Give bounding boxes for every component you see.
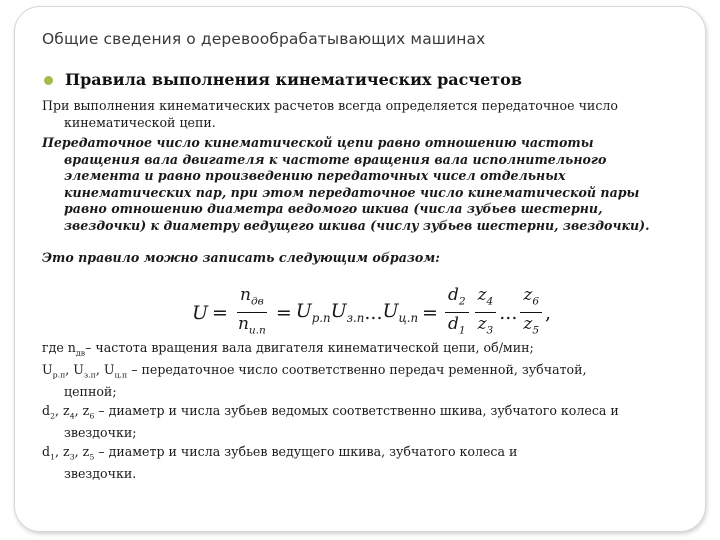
definition-driving bbox=[42, 444, 682, 483]
gear-ratio-formula bbox=[192, 284, 551, 342]
paragraph-definition bbox=[42, 135, 682, 235]
slide-title: Общие сведения о деревообрабатывающих машинах bbox=[42, 30, 486, 48]
bullet-dot-icon bbox=[44, 76, 53, 85]
formula-dots-2: ... bbox=[499, 301, 518, 324]
formula-equals-3: = bbox=[422, 301, 438, 324]
formula-equals-1: = bbox=[212, 301, 228, 324]
definition-U-line-2: цепной; bbox=[64, 384, 117, 400]
definition-driven bbox=[42, 403, 682, 442]
formula-U-cp: $U_{ц.п}$ bbox=[382, 300, 419, 326]
paragraph-definition-line-3: элемента и равно произведению передаточных чисел отдельных bbox=[64, 168, 566, 184]
formula-n-num: n bbox=[239, 285, 251, 305]
formula-comma: , bbox=[545, 301, 552, 324]
formula-U: U bbox=[192, 301, 209, 324]
definition-driving-line-1: $d_1$, $z_3$, $z_5$ – диаметр и числа зубьев ведущего шкива, зубчатого колеса и bbox=[42, 444, 518, 462]
paragraph-definition-line-4: кинематических пар, при этом передаточное число кинематической пары bbox=[64, 184, 640, 200]
paragraph-intro bbox=[42, 98, 682, 131]
formula-equals-2: = bbox=[275, 301, 292, 324]
definition-n-line: где $n_{дв}-$ частота вращения вала двигателя кинематической цепи, об/мин; bbox=[42, 340, 534, 358]
formula-frac-n bbox=[235, 284, 269, 342]
definition-n bbox=[42, 340, 682, 362]
formula-U-rp: $U_{р.п}$ bbox=[295, 300, 331, 326]
definition-U bbox=[42, 362, 682, 401]
formula-frac-z56: $\frac{z_6}{z_5}$ bbox=[520, 284, 542, 342]
paragraph-definition-line-6: звездочки) к диаметру ведущего шкива (числу зубьев шестерни, звездочки). bbox=[64, 217, 650, 233]
formula-n-den: n bbox=[237, 314, 249, 335]
section-heading: Правила выполнения кинематических расчетов bbox=[65, 70, 522, 89]
paragraph-definition-line-2: вращения вала двигателя к частоте вращения вала исполнительного bbox=[64, 151, 607, 167]
formula-n-ip-sub: и.п bbox=[248, 324, 266, 337]
definition-driven-line-1: $d_2$, $z_4$, $z_6$ – диаметр и числа зубьев ведомых соответственно шкива, зубчатого колеса и bbox=[42, 403, 619, 421]
paragraph-definition-line-1: Передаточное число кинематической цепи равно отношению частоты bbox=[42, 135, 594, 150]
formula-frac-z34: $\frac{z_4}{z_3}$ bbox=[475, 284, 497, 342]
definition-U-line-1: $U_{р.п}$, $U_{з.п}$, $U_{ц.п}$ – передаточное число соответственно передач ременной, зубчатой, bbox=[42, 362, 587, 380]
formula-frac-d: $\frac{d_2}{d_1}$ bbox=[445, 284, 469, 342]
definition-driven-line-2: звездочки; bbox=[64, 425, 137, 441]
paragraph-intro-line-1: При выполнения кинематических расчетов всегда определяется передаточное число bbox=[42, 98, 618, 113]
formula-U-zp: $U_{з.п}$ bbox=[330, 300, 365, 326]
paragraph-definition-line-5: равно отношению диаметра ведомого шкива (числа зубьев шестерни, bbox=[64, 201, 603, 217]
definition-driving-line-2: звездочки. bbox=[64, 466, 137, 482]
bullet-heading-row bbox=[44, 70, 522, 89]
paragraph-intro-line-2: кинематической цепи. bbox=[64, 114, 216, 130]
paragraph-rule-intro-text: Это правило можно записать следующим образом: bbox=[42, 250, 440, 265]
formula-dots: ... bbox=[364, 301, 383, 324]
paragraph-rule-intro bbox=[42, 250, 682, 267]
formula-n-dv-sub: дв bbox=[250, 295, 264, 308]
